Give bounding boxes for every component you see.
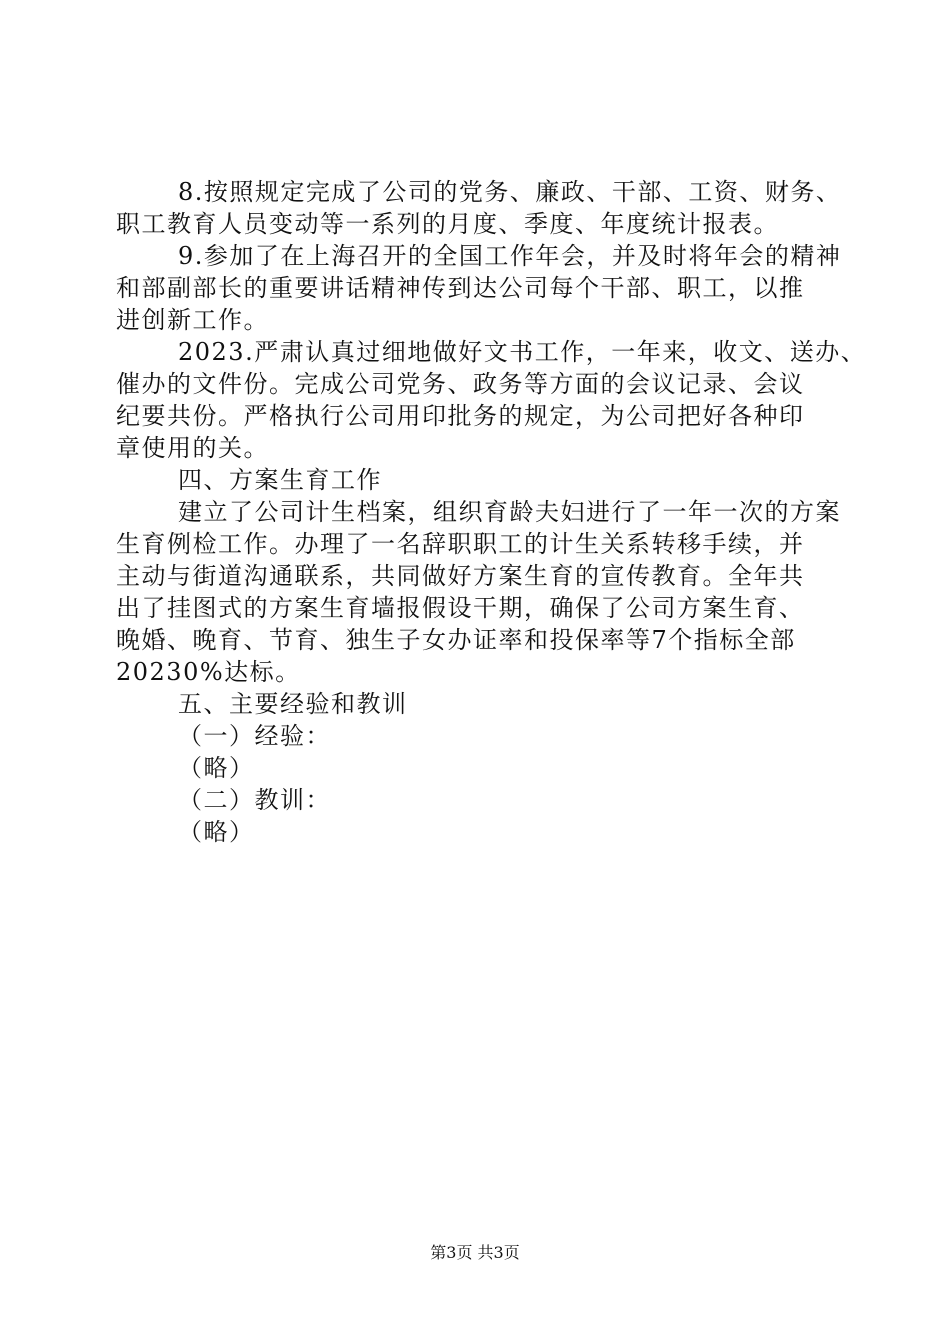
text-line: 纪要共份。严格执行公司用印批务的规定，为公司把好各种印 (116, 402, 805, 430)
subsection-heading: （二）教训： (178, 786, 331, 814)
text-line: 建立了公司计生档案，组织育龄夫妇进行了一年一次的方案 (178, 498, 841, 526)
text-line: 生育例检工作。办理了一名辞职职工的计生关系转移手续，并 (116, 530, 805, 558)
text-line: 9.参加了在上海召开的全国工作年会，并及时将年会的精神 (178, 242, 842, 270)
section-heading: 四、方案生育工作 (178, 466, 382, 494)
text-line: 和部副部长的重要讲话精神传到达公司每个干部、职工，以推 (116, 274, 805, 302)
text-line: 2023.严肃认真过细地做好文书工作，一年来，收文、送办、 (178, 338, 867, 366)
text-line: （略） (178, 754, 255, 782)
text-line: 出了挂图式的方案生育墙报假设干期，确保了公司方案生育、 (116, 594, 805, 622)
text-line: 晚婚、晚育、节育、独生子女办证率和投保率等7个指标全部 (116, 626, 796, 654)
text-line: 章使用的关。 (116, 434, 269, 462)
page-footer: 第3页 共3页 (430, 1243, 520, 1262)
section-heading: 五、主要经验和教训 (178, 690, 408, 718)
text-line: 主动与街道沟通联系，共同做好方案生育的宣传教育。全年共 (116, 562, 805, 590)
text-line: 催办的文件份。完成公司党务、政务等方面的会议记录、会议 (116, 370, 805, 398)
text-line: （略） (178, 818, 255, 846)
text-line: 职工教育人员变动等一系列的月度、季度、年度统计报表。 (116, 210, 779, 238)
text-line: 8.按照规定完成了公司的党务、廉政、干部、工资、财务、 (178, 178, 842, 206)
text-line: 进创新工作。 (116, 306, 269, 334)
subsection-heading: （一）经验： (178, 722, 331, 750)
text-line: 20230%达标。 (116, 658, 301, 686)
